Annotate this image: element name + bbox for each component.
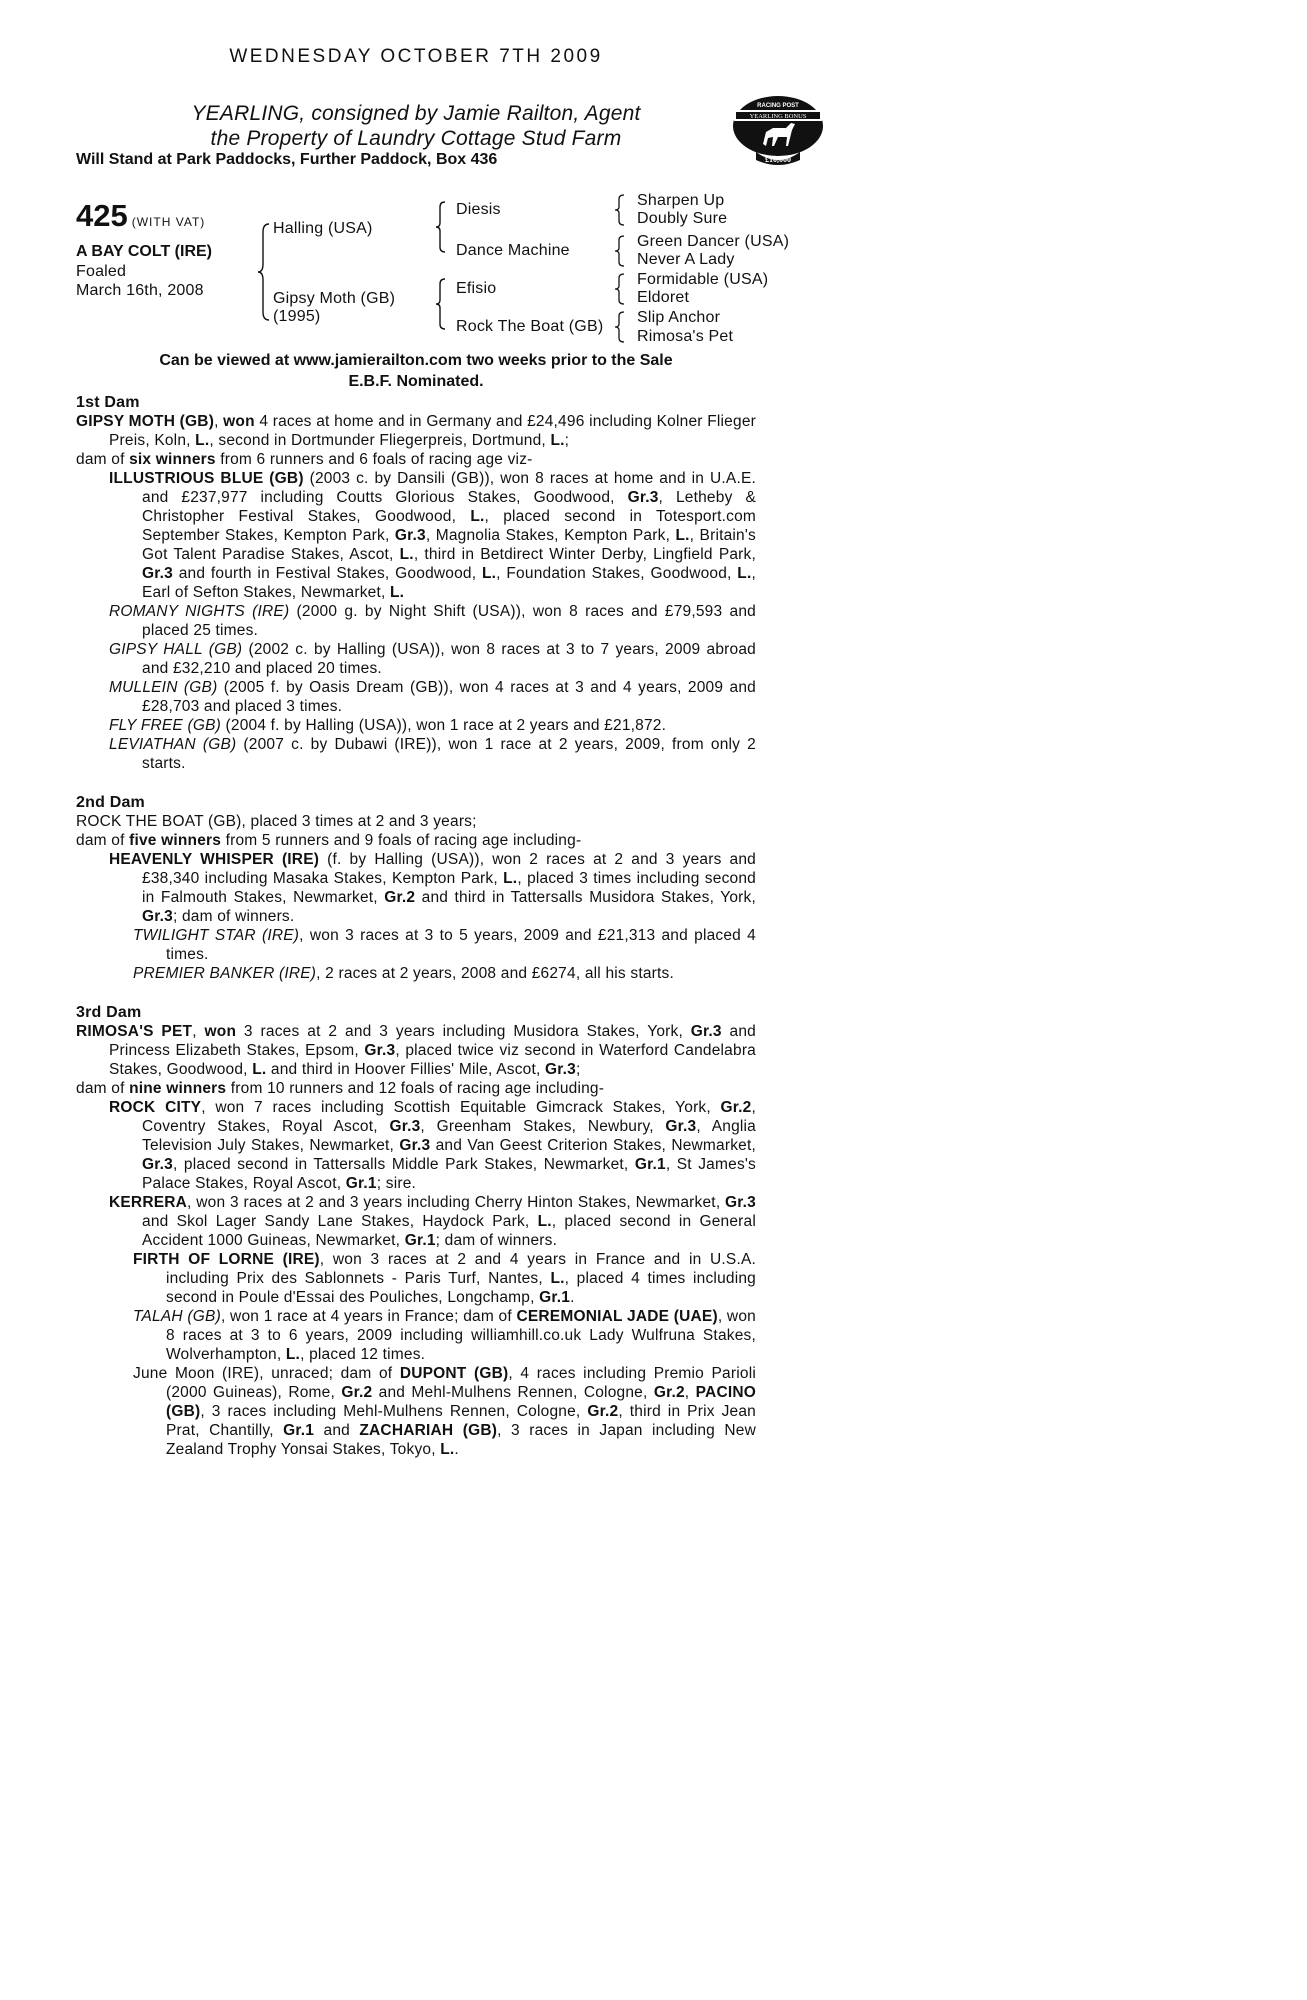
- second-dam-record: ROCK THE BOAT (GB), placed 3 times at 2 and 3 years;: [76, 813, 477, 830]
- pedigree-brace-dam: [433, 277, 451, 332]
- sire-dam: Dance Machine: [456, 242, 570, 259]
- ebf-note: E.B.F. Nominated.: [348, 373, 484, 390]
- produce-gipsy-hall: GIPSY HALL (GB) (2002 c. by Halling (USA)), won 8 races at 3 to 7 years, 2009 abroad and £32,210 and placed 20 times.: [109, 641, 756, 677]
- produce-talah: TALAH (GB), won 1 race at 4 years in France; dam of CEREMONIAL JADE (UAE), won 8 races at 3 to 6 years, 2009 including williamhill.co.uk Lady Wulfruna Stakes, Wolverhampton, L., placed 12 times.: [133, 1308, 756, 1363]
- third-dam-produce-summary: dam of nine winners from 10 runners and 12 foals of racing age including-: [76, 1080, 605, 1097]
- pedigree-brace-main: [255, 222, 275, 322]
- produce-mullein: MULLEIN (GB) (2005 f. by Oasis Dream (GB)), won 4 races at 3 and 4 years, 2009 and £28,703 and placed 3 times.: [109, 679, 756, 715]
- consignor-line: YEARLING, consigned by Jamie Railton, Agent: [191, 102, 641, 125]
- vat-note: (WITH VAT): [131, 215, 206, 229]
- produce-firth-of-lorne: FIRTH OF LORNE (IRE), won 3 races at 2 and 4 years in France and in U.S.A. including Prix des Sablonnets - Paris Turf, Nantes, L., placed 4 times including second in Poule d'Essai des Pouliches, Longchamp, Gr.1.: [133, 1251, 756, 1306]
- produce-twilight-star: TWILIGHT STAR (IRE), won 3 races at 3 to 5 years, 2009 and £21,313 and placed 4 times.: [133, 927, 757, 963]
- pedigree-brace-dd: [613, 310, 629, 344]
- badge-mid-text: YEARLING BONUS: [749, 113, 807, 120]
- stand-location: Will Stand at Park Paddocks, Further Paddock, Box 436: [76, 151, 498, 168]
- yearling-bonus-badge: [728, 90, 828, 168]
- first-dam-record: GIPSY MOTH (GB), won 4 races at home and in Germany and £24,496 including Kolner Flieger Preis, Koln, L., second in Dortmunder Fliegerpreis, Dortmund, L.;: [76, 413, 757, 449]
- pedigree-dds: Slip Anchor: [637, 309, 721, 326]
- pedigree-sds: Green Dancer (USA): [637, 233, 790, 250]
- sale-date: WEDNESDAY OCTOBER 7TH 2009: [229, 46, 603, 67]
- produce-june-moon: June Moon (IRE), unraced; dam of DUPONT (GB), 4 races including Premio Parioli (2000 Guineas), Rome, Gr.2 and Mehl-Mulhens Rennen, Cologne, Gr.2, PACINO (GB), 3 races including Mehl-Mulhens Rennen, Cologne, Gr.2, third in Prix Jean Prat, Chantilly, Gr.1 and ZACHARIAH (GB), 3 races in Japan including New Zealand Trophy Yonsai Stakes, Tokyo, L..: [133, 1365, 756, 1458]
- viewing-note: Can be viewed at www.jamierailton.com two weeks prior to the Sale: [159, 352, 673, 369]
- second-dam-produce-summary: dam of five winners from 5 runners and 9 foals of racing age including-: [76, 832, 582, 849]
- sire-sire: Diesis: [456, 201, 501, 218]
- produce-rock-city: ROCK CITY, won 7 races including Scottish Equitable Gimcrack Stakes, York, Gr.2, Coventry Stakes, Royal Ascot, Gr.3, Greenham Stakes, Newbury, Gr.3, Anglia Television July Stakes, Newmarket, Gr.3 and Van Geest Criterion Stakes, Newmarket, Gr.3, placed second in Tattersalls Middle Park Stakes, Newmarket, Gr.1, St James's Palace Stakes, Royal Ascot, Gr.1; sire.: [109, 1099, 757, 1192]
- pedigree-brace-ds: [613, 272, 629, 306]
- first-dam-produce-summary: dam of six winners from 6 runners and 6 foals of racing age viz-: [76, 451, 533, 468]
- sire-name: Halling (USA): [273, 220, 373, 237]
- badge-top-text: RACING POST: [757, 103, 799, 109]
- foaled-date: March 16th, 2008: [76, 282, 204, 299]
- pedigree-brace-sire: [433, 200, 451, 255]
- horse-description: A BAY COLT (IRE): [76, 243, 213, 260]
- produce-kerrera: KERRERA, won 3 races at 2 and 3 years including Cherry Hinton Stakes, Newmarket, Gr.3 and Skol Lager Sandy Lane Stakes, Haydock Park, L., placed second in General Accident 1000 Guineas, Newmarket, Gr.1; dam of winners.: [109, 1194, 756, 1249]
- dam-name: Gipsy Moth (GB): [273, 290, 396, 307]
- produce-heavenly-whisper: HEAVENLY WHISPER (IRE) (f. by Halling (USA)), won 2 races at 2 and 3 years and £38,340 including Masaka Stakes, Kempton Park, L., placed 3 times including second in Falmouth Stakes, Newmarket, Gr.2 and third in Tattersalls Musidora Stakes, York, Gr.3; dam of winners.: [109, 851, 757, 925]
- third-dam-record: RIMOSA'S PET, won 3 races at 2 and 3 years including Musidora Stakes, York, Gr.3 and Princess Elizabeth Stakes, Epsom, Gr.3, placed twice viz second in Waterford Candelabra Stakes, Goodwood, L. and third in Hoover Fillies' Mile, Ascot, Gr.3;: [76, 1023, 757, 1078]
- produce-fly-free: FLY FREE (GB) (2004 f. by Halling (USA)), won 1 race at 2 years and £21,872.: [109, 717, 667, 734]
- pedigree-brace-ss: [613, 193, 629, 227]
- lot-number: 425: [76, 198, 128, 233]
- foaled-info: [76, 262, 204, 300]
- produce-illustrious-blue: ILLUSTRIOUS BLUE (GB) (2003 c. by Dansili (GB)), won 8 races at home and in U.A.E. and £237,977 including Coutts Glorious Stakes, Goodwood, Gr.3, Letheby & Christopher Festival Stakes, Goodwood, L., placed second in Totesport.com September Stakes, Kempton Park, Gr.3, Magnolia Stakes, Kempton Park, L., Britain's Got Talent Paradise Stakes, Ascot, L., third in Betdirect Winter Derby, Lingfield Park, Gr.3 and fourth in Festival Stakes, Goodwood, L., Foundation Stakes, Goodwood, L., Earl of Sefton Stakes, Newmarket, L.: [109, 470, 756, 601]
- dam-sire: Efisio: [456, 280, 497, 297]
- third-dam-heading: 3rd Dam: [76, 1004, 142, 1021]
- dam-year: (1995): [273, 308, 321, 325]
- produce-romany-nights: ROMANY NIGHTS (IRE) (2000 g. by Night Shift (USA)), won 8 races and £79,593 and placed 25 times.: [109, 603, 757, 639]
- badge-amount: £10,000: [765, 155, 791, 164]
- pedigree-ssd: Doubly Sure: [637, 210, 728, 227]
- first-dam-heading: 1st Dam: [76, 394, 140, 411]
- foaled-label: Foaled: [76, 263, 127, 280]
- pedigree-sss: Sharpen Up: [637, 192, 725, 209]
- pedigree-dss: Formidable (USA): [637, 271, 769, 288]
- catalogue-body: [76, 393, 756, 1459]
- second-dam-heading: 2nd Dam: [76, 794, 145, 811]
- pedigree-ddd: Rimosa's Pet: [637, 328, 734, 345]
- pedigree-brace-sd: [613, 234, 629, 268]
- lot-number-block: [76, 198, 205, 234]
- produce-leviathan: LEVIATHAN (GB) (2007 c. by Dubawi (IRE)), won 1 race at 2 years, 2009, from only 2 starts.: [109, 736, 756, 772]
- property-line: the Property of Laundry Cottage Stud Farm: [210, 127, 622, 150]
- produce-premier-banker: PREMIER BANKER (IRE), 2 races at 2 years, 2008 and £6274, all his starts.: [133, 965, 674, 982]
- pedigree-sdd: Never A Lady: [637, 251, 735, 268]
- dam-dam: Rock The Boat (GB): [456, 318, 604, 335]
- pedigree-dsd: Eldoret: [637, 289, 690, 306]
